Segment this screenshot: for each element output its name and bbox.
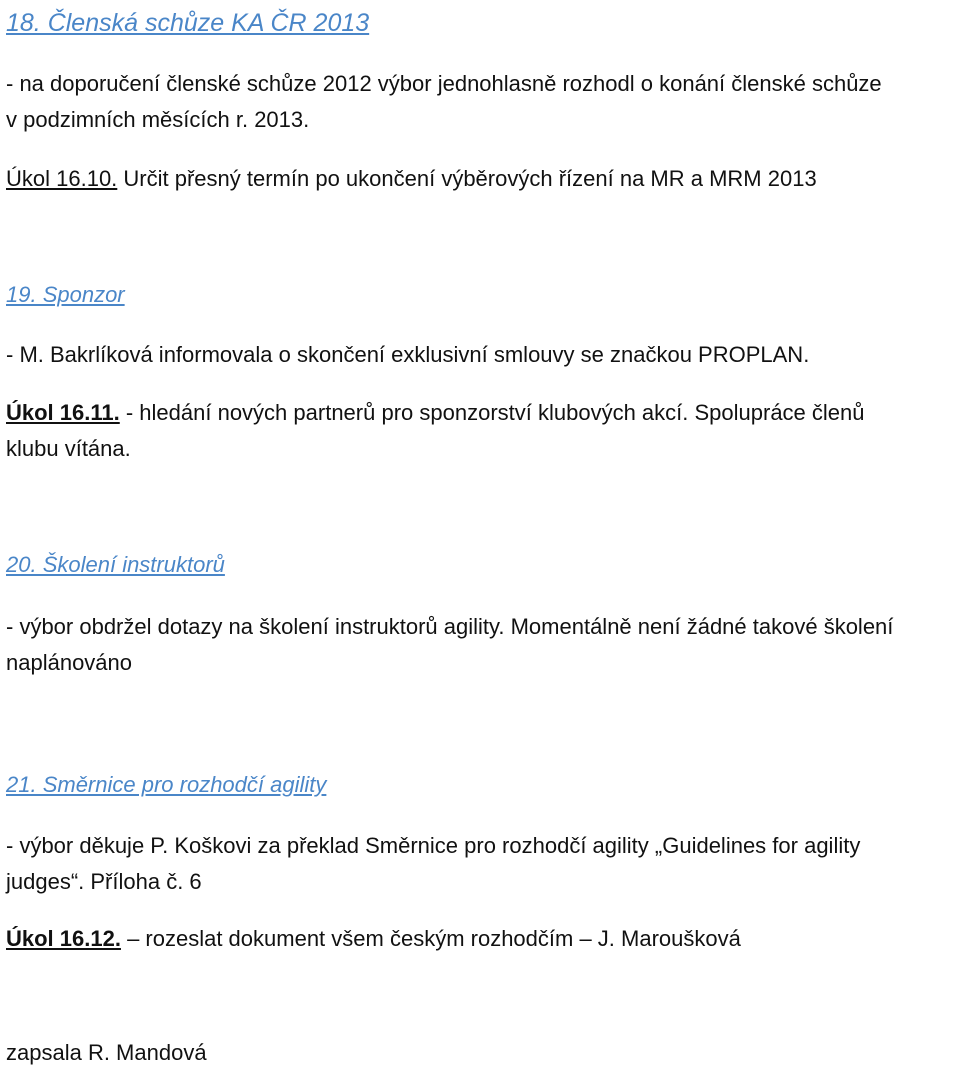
task-16-12-label: Úkol 16.12.	[6, 926, 121, 951]
signature: zapsala R. Mandová	[6, 1040, 207, 1065]
section-21-heading: 21. Směrnice pro rozhodčí agility	[6, 772, 327, 797]
task-16-12-text: – rozeslat dokument všem českým rozhodčím – J. Maroušková	[120, 926, 741, 951]
task-16-12	[6, 926, 741, 952]
section-19-heading: 19. Sponzor	[6, 282, 125, 307]
task-16-10-text: Určit přesný termín po ukončení výběrových řízení na MR a MRM 2013	[117, 166, 817, 191]
section-20-text-line-1: - výbor obdržel dotazy na školení instruktorů agility. Momentálně není žádné takové školení	[6, 614, 894, 639]
task-16-10	[6, 166, 817, 192]
section-18-heading: 18. Členská schůze KA ČR 2013	[6, 9, 370, 37]
section-19-text-line-3: klubu vítána.	[6, 436, 131, 461]
task-16-11-text: - hledání nových partnerů pro sponzorství klubových akcí. Spolupráce členů	[119, 400, 865, 425]
section-20-text-line-2: naplánováno	[6, 650, 133, 675]
section-21-text-line-1: - výbor děkuje P. Koškovi za překlad Směrnice pro rozhodčí agility „Guidelines for agility	[6, 833, 861, 858]
section-21-text-line-2: judges“. Příloha č. 6	[6, 869, 202, 894]
task-16-11-label: Úkol 16.11.	[6, 400, 120, 425]
section-18-text-line-2: v podzimních měsících r. 2013.	[6, 107, 310, 132]
section-19-text-line-1: - M. Bakrlíková informovala o skončení exklusivní smlouvy se značkou PROPLAN.	[6, 342, 810, 367]
section-20-heading: 20. Školení instruktorů	[6, 552, 225, 577]
task-16-11	[6, 400, 865, 426]
section-18-text-line-1: - na doporučení členské schůze 2012 výbor jednohlasně rozhodl o konání členské schůze	[6, 71, 882, 96]
task-16-10-label: Úkol 16.10.	[6, 166, 118, 191]
